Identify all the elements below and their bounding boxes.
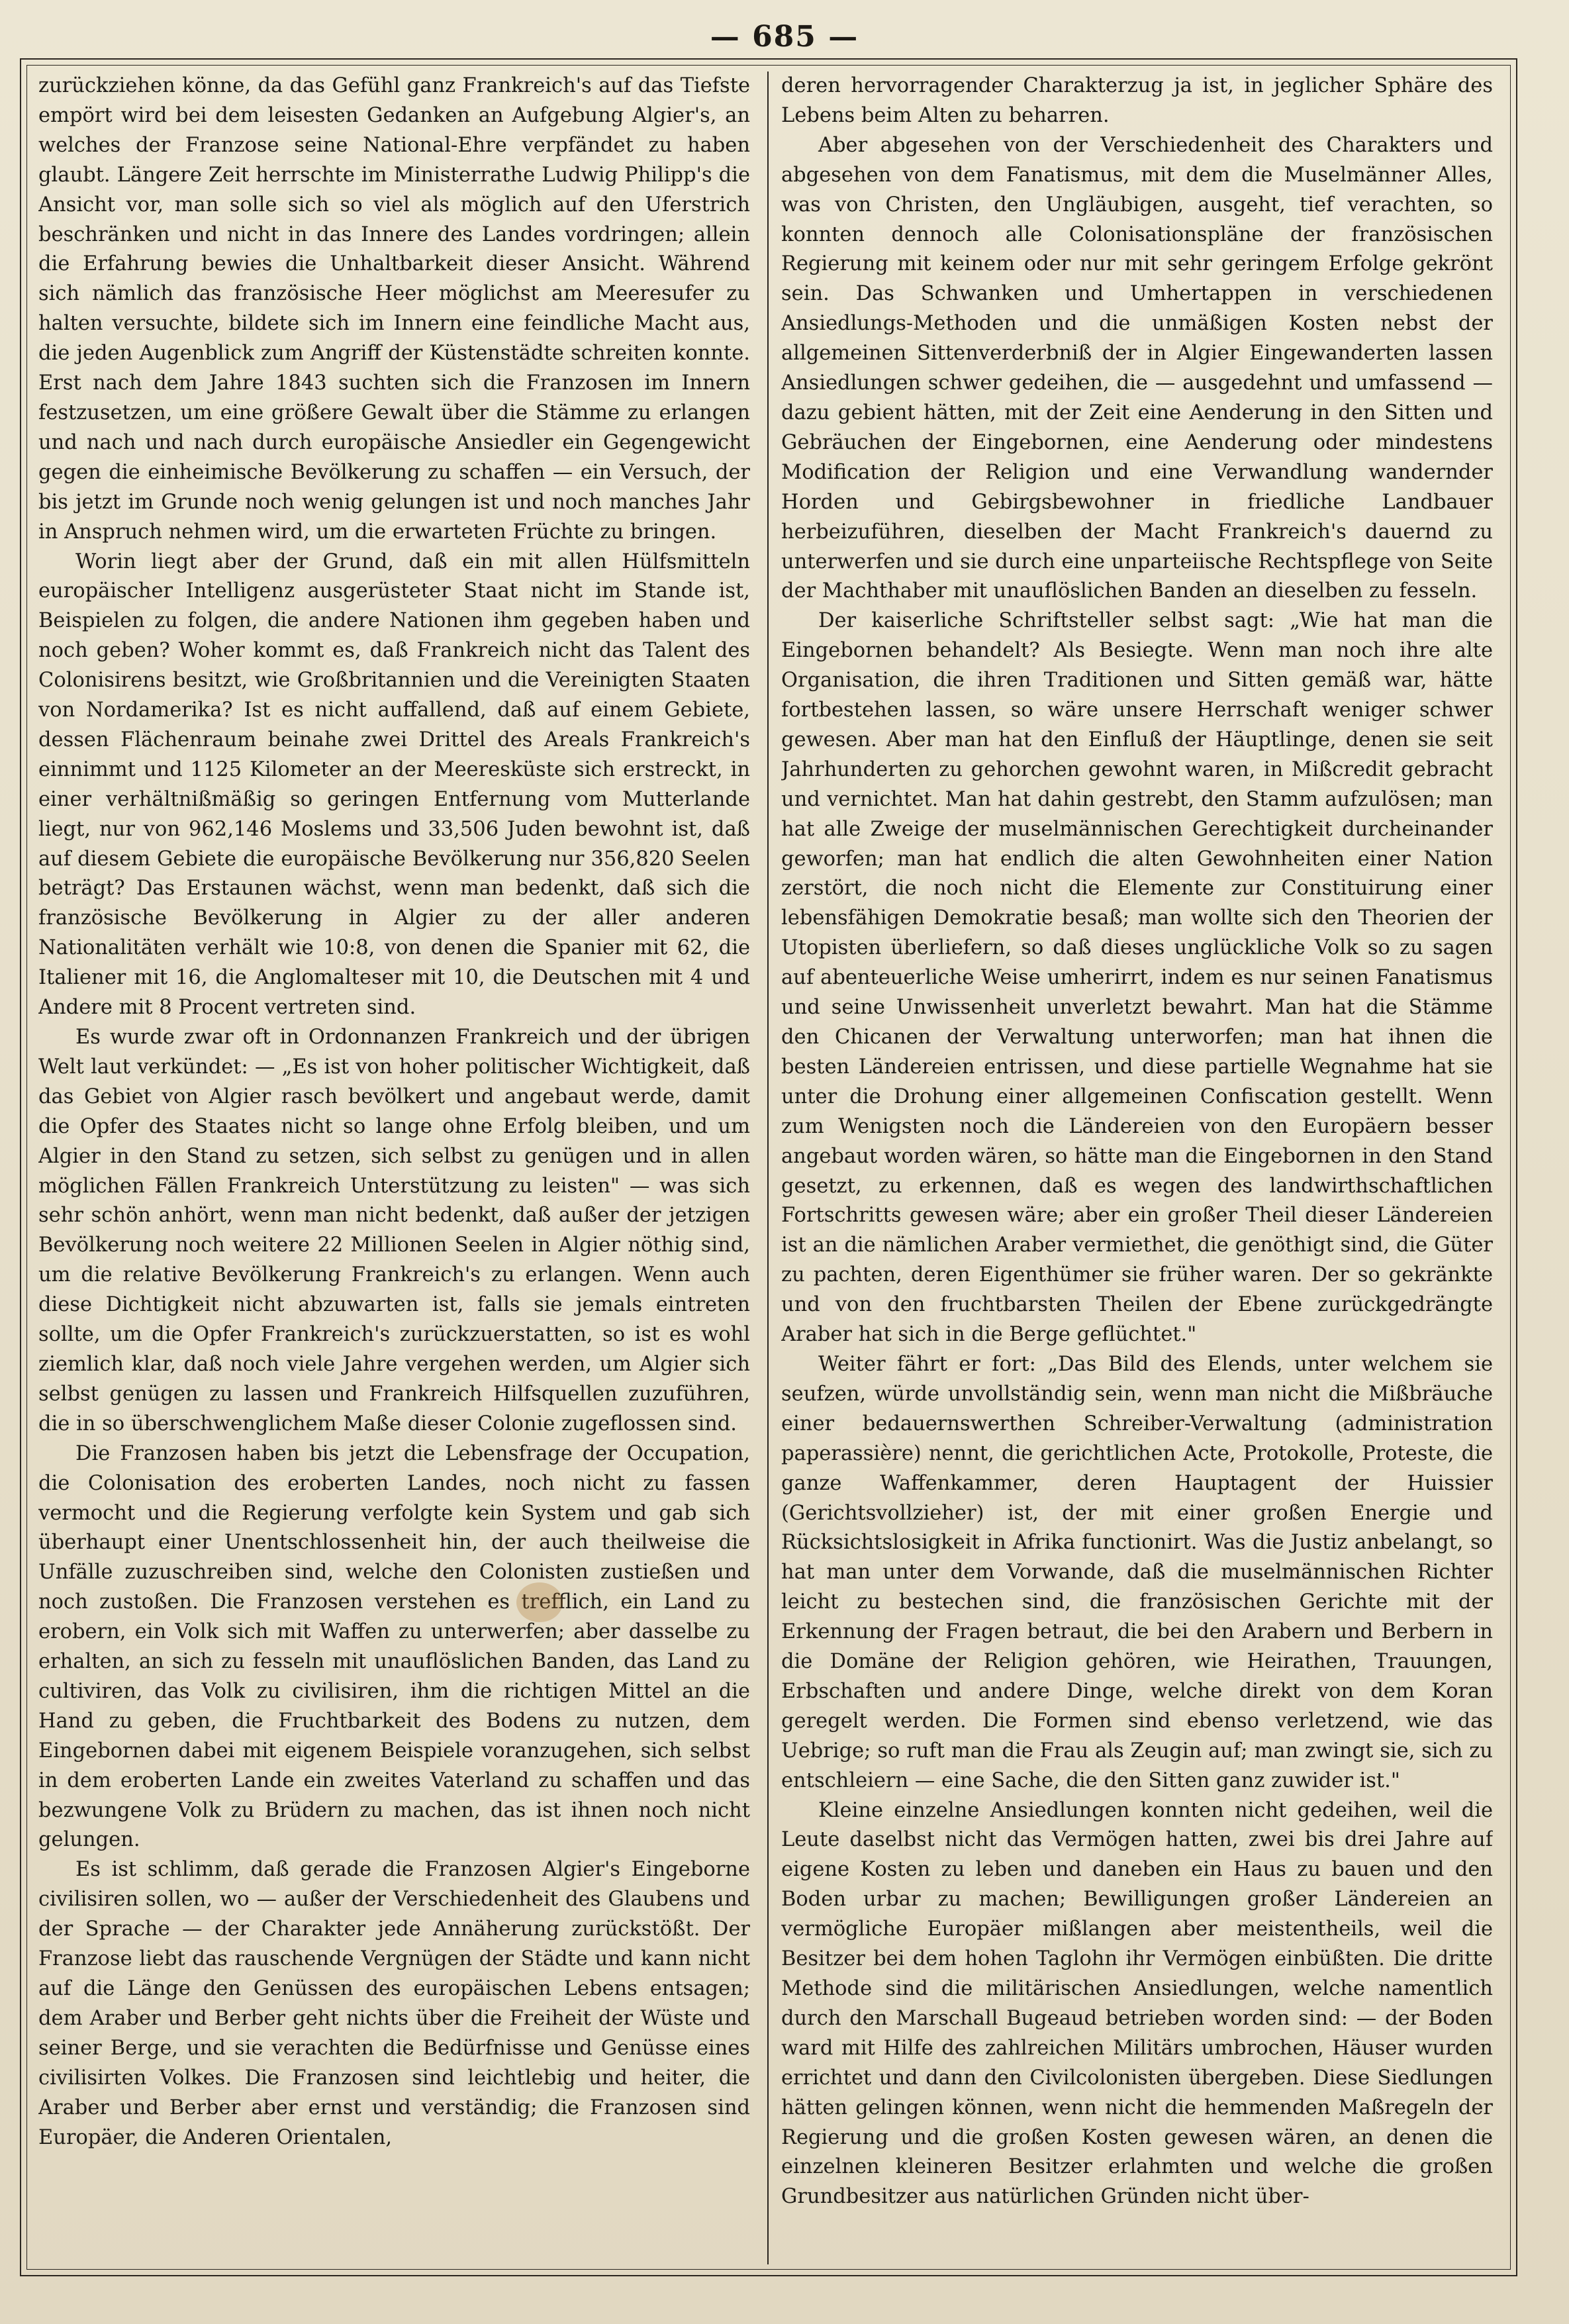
column-divider [767, 72, 769, 2264]
paragraph: Worin liegt aber der Grund, daß ein mit allen Hülfsmitteln europäischer Intelligenz ausgerüsteter Staat nicht im Stande ist, Beispielen zu folgen, die andere Nationen ihm gegeben haben und noch geben? Woher kommt es, daß Frankreich nicht das Talent des Colonisirens besitzt, wie Großbritannien und die Vereinigten Staaten von Nordamerika? Ist es nicht auffallend, daß auf einem Gebiete, dessen Flächenraum beinahe zwei Drittel des Areals Frankreich's einnimmt und 1125 Kilometer an der Meeresküste sich erstreckt, in einer verhältnißmäßig so geringen Entfernung vom Mutterlande liegt, nur von 962,146 Moslems und 33,506 Juden bewohnt ist, daß auf diesem Gebiete die europäische Bevölkerung nur 356,820 Seelen beträgt? Das Erstaunen wächst, wenn man bedenkt, daß sich die französische Bevölkerung in Algier zu der aller anderen Nationalitäten verhält wie 10:8, von denen die Spanier mit 62, die Italiener mit 16, die Anglomalteser mit 10, die Deutschen mit 4 und Andere mit 8 Procent vertreten sind. [38, 550, 750, 1020]
paragraph: Es ist schlimm, daß gerade die Franzosen Algier's Eingeborne civilisiren sollen, wo — außer der Verschiedenheit des Glaubens und der Sprache — der Charakter jede Annäherung zurückstößt. Der Franzose liebt das rauschende Vergnügen der Städte und kann nicht auf die Länge den Genüssen des europäischen Lebens entsagen; dem Araber und Berber geht nichts über die Freiheit der Wüste und seiner Berge, und sie verachten die Bedürfnisse und Genüsse eines civilisirten Volkes. Die Franzosen sind leichtlebig und heiter, die Araber und Berber aber ernst und verständig; die Franzosen sind Europäer, die Anderen Orientalen, [38, 1858, 750, 2149]
left-column [38, 72, 750, 2256]
paragraph: Die Franzosen haben bis jetzt die Lebensfrage der Occupation, die Colonisation des eroberten Landes, noch nicht zu fassen vermocht und die Regierung verfolgte kein System und gab sich überhaupt einer Unentschlossenheit hin, der auch theilweise die Unfälle zuzuschreiben sind, welche den Colonisten zustießen und noch zustoßen. Die Franzosen verstehen es trefflich, ein Land zu erobern, ein Volk sich mit Waffen zu unterwerfen; aber dasselbe zu erhalten, an sich zu fesseln mit unauflöslichen Banden, das Land zu cultiviren, das Volk zu civilisiren, ihm die richtigen Mittel an die Hand zu geben, die Fruchtbarkeit des Bodens zu nutzen, dem Eingebornen dabei mit eigenem Beispiele voranzugehen, sich selbst in dem eroberten Lande ein zweites Vaterland zu schaffen und das bezwungene Volk zu Brüdern zu machen, das ist ihnen noch nicht gelungen. [38, 1441, 750, 1852]
paragraph: Kleine einzelne Ansiedlungen konnten nicht gedeihen, weil die Leute daselbst nicht das Vermögen hatten, zwei bis drei Jahre auf eigene Kosten zu leben und daneben ein Haus zu bauen und den Boden urbar zu machen; Bewilligungen großer Ländereien an vermögliche Europäer mißlangen aber meistentheils, weil die Besitzer bei dem hohen Taglohn ihr Vermögen einbüßten. Die dritte Methode sind die militärischen Ansiedlungen, welche namentlich durch den Marschall Bugeaud betrieben worden sind: — der Boden ward mit Hilfe des zahlreichen Militärs umbrochen, Häuser wurden errichtet und dann den Civilcolonisten übergeben. Diese Siedlungen hätten gelingen können, wenn nicht die hemmenden Maßregeln der Regierung und die großen Kosten gewesen wären, an denen die einzelnen kleineren Besitzer erlahmten und welche die großen Grundbesitzer aus natürlichen Gründen nicht über- [781, 1798, 1493, 2209]
paragraph: zurückziehen könne, da das Gefühl ganz Frankreich's auf das Tiefste empört wird bei dem leisesten Gedanken an Aufgebung Algier's, an welches der Franzose seine National-Ehre verpfändet zu haben glaubt. Längere Zeit herrschte im Ministerrathe Ludwig Philipp's die Ansicht vor, man solle sich so viel als möglich auf den Uferstrich beschränken und nicht in das Innere des Landes vordringen; allein die Erfahrung bewies die Unhaltbarkeit dieser Ansicht. Während sich nämlich das französische Heer möglichst am Meeresufer zu halten versuchte, bildete sich im Innern eine feindliche Macht aus, die jeden Augenblick zum Angriff der Küstenstädte schreiten konnte. Erst nach dem Jahre 1843 suchten sich die Franzosen im Innern festzusetzen, um eine größere Gewalt über die Stämme zu erlangen und nach und nach durch europäische Ansiedler ein Gegengewicht gegen die einheimische Bevölkerung zu schaffen — ein Versuch, der bis jetzt im Grunde noch wenig gelungen ist und noch manches Jahr in Anspruch nehmen wird, um die erwarteten Früchte zu bringen. [38, 74, 750, 544]
paragraph: Aber abgesehen von der Verschiedenheit des Charakters und abgesehen von dem Fanatismus, mit dem die Muselmänner Alles, was von Christen, den Ungläubigen, ausgeht, tief verachten, so konnten dennoch alle Colonisationspläne der französischen Regierung mit keinem oder nur mit sehr geringem Erfolge gekrönt sein. Das Schwanken und Umhertappen in verschiedenen Ansiedlungs-Methoden und die unmäßigen Kosten nebst der allgemeinen Sittenverderbniß der in Algier Eingewanderten lassen Ansiedlungen schwer gedeihen, die — ausgedehnt und umfassend — dazu gebient hätten, mit der Zeit eine Aenderung in den Sitten und Gebräuchen der Eingebornen, eine Aenderung oder mindestens Modification der Religion und eine Verwandlung wandernder Horden und Gebirgsbewohner in friedliche Landbauer herbeizuführen, dieselben der Macht Frankreich's dauernd zu unterwerfen und sie durch eine unparteiische Rechtspflege von Seite der Machthaber mit unauflöslichen Banden an dieselben zu fesseln. [781, 133, 1493, 603]
right-column [781, 72, 1493, 2256]
paragraph: Es wurde zwar oft in Ordonnanzen Frankreich und der übrigen Welt laut verkündet: — „Es ist von hoher politischer Wichtigkeit, daß das Gebiet von Algier rasch bevölkert und angebaut werde, damit die Opfer des Staates nicht so lange ohne Erfolg bleiben, und um Algier in den Stand zu setzen, sich selbst zu genügen und in allen möglichen Fällen Frankreich Unterstützung zu leisten" — was sich sehr schön anhört, wenn man nicht bedenkt, daß außer der jetzigen Bevölkerung noch weitere 22 Millionen Seelen in Algier nöthig sind, um die relative Bevölkerung Frankreich's zu erlangen. Wenn auch diese Dichtigkeit nicht abzuwarten ist, falls sie jemals eintreten sollte, um die Opfer Frankreich's zurückzuerstatten, so ist es wohl ziemlich klar, daß noch viele Jahre vergehen werden, um Algier sich selbst genügen zu lassen und Frankreich Hilfsquellen zuzuführen, die in so überschwenglichem Maße dieser Colonie zugeflossen sind. [38, 1026, 750, 1435]
paper-stain [516, 1582, 563, 1622]
page-number: — 685 — [710, 20, 859, 54]
paragraph: deren hervorragender Charakterzug ja ist, in jeglicher Sphäre des Lebens beim Alten zu beharren. [781, 74, 1493, 127]
paragraph: Weiter fährt er fort: „Das Bild des Elends, unter welchem sie seufzen, würde unvollständig sein, wenn man nicht die Mißbräuche einer bedauernswerthen Schreiber-Verwaltung (administration paperassière) nennt, die gerichtlichen Acte, Protokolle, Proteste, die ganze Waffenkammer, deren Hauptagent der Huissier (Gerichtsvollzieher) ist, der mit einer großen Energie und Rücksichtslosigkeit in Afrika functionirt. Was die Justiz anbelangt, so hat man unter dem Vorwande, daß die muselmännischen Richter leicht zu bestechen sind, die französischen Gerichte mit der Erkennung der Fragen betraut, die bei den Arabern und Berbern in die Domäne der Religion gehören, wie Heirathen, Trauungen, Erbschaften und andere Dinge, welche direkt von dem Koran geregelt werden. Die Formen sind ebenso verletzend, wie das Uebrige; so ruft man die Frau als Zeugin auf; man zwingt sie, sich zu entschleiern — eine Sache, die den Sitten ganz zuwider ist." [781, 1352, 1493, 1792]
paragraph: Der kaiserliche Schriftsteller selbst sagt: „Wie hat man die Eingebornen behandelt? Als Besiegte. Wenn man noch ihre alte Organisation, die ihren Traditionen und Sitten gemäß war, hätte fortbestehen lassen, so wäre unsere Herrschaft weniger schwer gewesen. Aber man hat den Einfluß der Häuptlinge, denen sie seit Jahrhunderten zu gehorchen gewohnt waren, in Mißcredit gebracht und vernichtet. Man hat dahin gestrebt, den Stamm aufzulösen; man hat alle Zweige der muselmännischen Gerechtigkeit durcheinander geworfen; man hat endlich die alten Gewohnheiten einer Nation zerstört, die noch nicht die Elemente zur Constituirung einer lebensfähigen Demokratie besaß; man wollte sich den Theorien der Utopisten überliefern, so daß dieses unglückliche Volk so zu sagen auf abenteuerliche Weise umherirrt, indem es nur seinen Fanatismus und seine Unwissenheit unverletzt bewahrt. Man hat die Stämme den Chicanen der Verwaltung unterworfen; man hat ihnen die besten Ländereien entrissen, und diese partielle Wegnahme hat sie unter die Drohung einer allgemeinen Confiscation gestellt. Wenn zum Wenigsten noch die Ländereien von den Europäern besser angebaut worden wären, so hätte man die Eingebornen in den Stand gesetzt, zu erkennen, daß es wegen des landwirthschaftlichen Fortschritts gewesen wäre; aber ein großer Theil dieser Ländereien ist an die nämlichen Araber vermiethet, die genöthigt sind, die Güter zu pachten, deren Eigenthümer sie früher waren. Der so gekränkte und von den fruchtbarsten Theilen der Ebene zurückgedrängte Araber hat sich in die Berge geflüchtet." [781, 609, 1493, 1347]
